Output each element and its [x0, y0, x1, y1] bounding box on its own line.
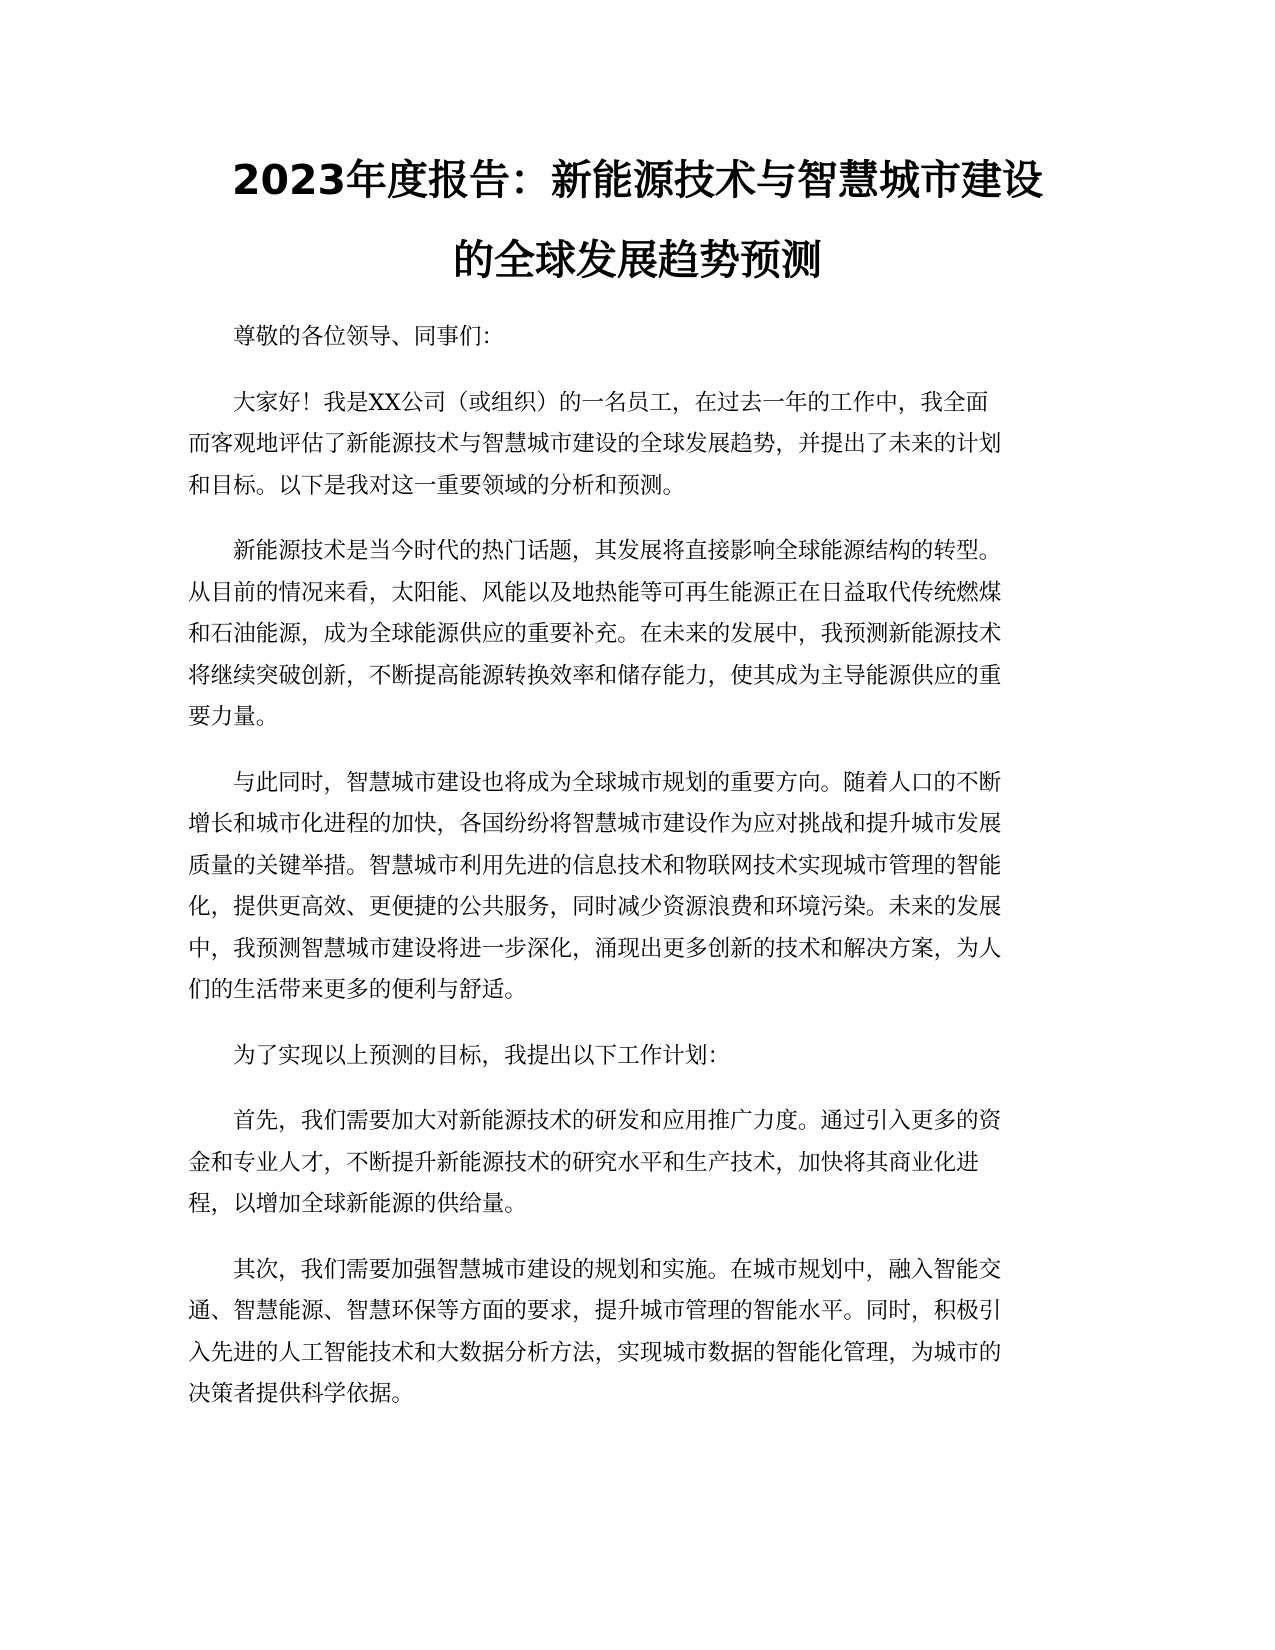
paragraph — [188, 763, 1088, 1012]
paragraph-line: 通、智慧能源、智慧环保等方面的要求，提升城市管理的智能水平。同时，积极引 — [188, 1298, 1002, 1324]
document-body — [188, 317, 1088, 1440]
paragraph-line: 其次，我们需要加强智慧城市建设的规划和实施。在城市规划中，融入智能交 — [233, 1256, 1002, 1283]
paragraph-line: 首先，我们需要加大对新能源技术的研发和应用推广力度。通过引入更多的资 — [233, 1108, 1002, 1134]
paragraph-line: 而客观地评估了新能源技术与智慧城市建设的全球发展趋势，并提出了未来的计划 — [188, 431, 1002, 457]
paragraph-line: 尊敬的各位领导、同事们： — [233, 324, 505, 350]
paragraph — [188, 1101, 1088, 1226]
title-line-1: 2023年度报告：新能源技术与智慧城市建设 — [231, 156, 1044, 204]
paragraph-line: 为了实现以上预测的目标，我提出以下工作计划： — [233, 1042, 731, 1069]
paragraph-line: 金和专业人才，不断提升新能源技术的研究水平和生产技术，加快将其商业化进 — [188, 1149, 979, 1176]
paragraph-line: 决策者提供科学依据。 — [188, 1381, 414, 1407]
paragraph-line: 化，提供更高效、更便捷的公共服务，同时减少资源浪费和环境污染。未来的发展 — [188, 894, 1002, 920]
paragraph-line: 要力量。 — [188, 704, 279, 730]
paragraph-line: 和石油能源，成为全球能源供应的重要补充。在未来的发展中，我预测新能源技术 — [188, 621, 1002, 647]
paragraph — [188, 383, 1088, 508]
paragraph-line: 从目前的情况来看，太阳能、风能以及地热能等可再生能源正在日益取代传统燃煤 — [188, 579, 1002, 606]
paragraph — [188, 531, 1088, 739]
paragraph — [188, 1036, 1088, 1078]
salutation — [188, 317, 1088, 359]
paragraph-line: 质量的关键举措。智慧城市利用先进的信息技术和物联网技术实现城市管理的智能 — [188, 852, 1002, 879]
paragraph-line: 新能源技术是当今时代的热门话题，其发展将直接影响全球能源结构的转型。 — [233, 538, 1002, 564]
paragraph-line: 增长和城市化进程的加快，各国纷纷将智慧城市建设作为应对挑战和提升城市发展 — [188, 811, 1002, 837]
paragraph-line: 大家好！我是XX公司（或组织）的一名员工，在过去一年的工作中，我全面 — [233, 389, 989, 416]
paragraph-line: 和目标。以下是我对这一重要领域的分析和预测。 — [188, 472, 686, 499]
paragraph-line: 们的生活带来更多的便利与舒适。 — [188, 977, 527, 1003]
paragraph-line: 入先进的人工智能技术和大数据分析方法，实现城市数据的智能化管理，为城市的 — [188, 1339, 1002, 1366]
document-title — [150, 140, 1125, 300]
paragraph-line: 将继续突破创新，不断提高能源转换效率和储存能力，使其成为主导能源供应的重 — [188, 662, 1002, 689]
title-line-2: 的全球发展趋势预测 — [453, 236, 822, 284]
paragraph — [188, 1250, 1088, 1416]
paragraph-line: 程，以增加全球新能源的供给量。 — [188, 1191, 527, 1217]
paragraph-line: 与此同时，智慧城市建设也将成为全球城市规划的重要方向。随着人口的不断 — [233, 769, 1002, 796]
paragraph-line: 中，我预测智慧城市建设将进一步深化，涌现出更多创新的技术和解决方案，为人 — [188, 935, 1002, 962]
